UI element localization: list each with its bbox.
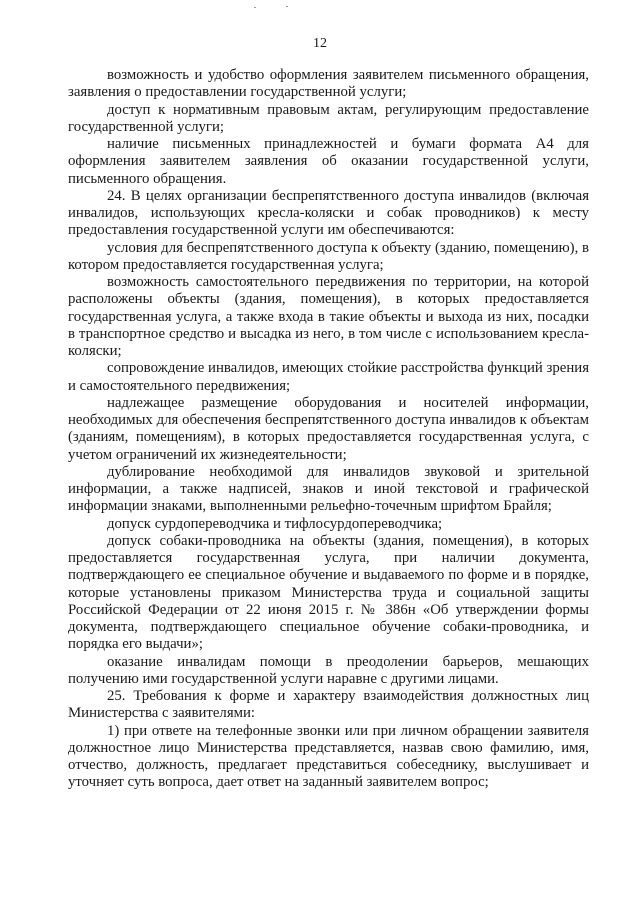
paragraph: сопровождение инвалидов, имеющих стойкие расстройства функций зрения и самостоятельного передвижения;	[68, 360, 589, 394]
paragraph: возможность самостоятельного передвижения по территории, на которой расположены объекты (здания, помещения), в которых предоставляется государственная услуга, а также входа в такие объекты и выхода из них, посадки в транспортное средство и высадка из него, в том числе с использованием кресла-коляски;	[68, 274, 589, 359]
paragraph: дублирование необходимой для инвалидов звуковой и зрительной информации, а также надписей, знаков и иной текстовой и графической информации знаками, выполненными рельефно-точечным шрифтом Брайля;	[68, 463, 589, 515]
paragraph: условия для беспрепятственного доступа к объекту (зданию, помещению), в котором предоставляется государственная услуга;	[68, 239, 589, 273]
paragraph: оказание инвалидам помощи в преодолении барьеров, мешающих получению ими государственной услуги наравне с другими лицами.	[68, 653, 589, 687]
paragraph: допуск сурдопереводчика и тифлосурдопереводчика;	[107, 515, 443, 532]
paragraph: 25. Требования к форме и характеру взаимодействия должностных лиц Министерства с заявителями:	[68, 688, 589, 722]
paragraph: возможность и удобство оформления заявителем письменного обращения, заявления о предоставлении государственной услуги;	[68, 67, 589, 101]
document-body	[68, 67, 589, 792]
scan-speck	[286, 6, 288, 7]
paragraph: 24. В целях организации беспрепятственного доступа инвалидов (включая инвалидов, использующих кресла-коляски и собак проводников) к месту предоставления государственной услуги им обеспечиваются:	[68, 187, 589, 239]
paragraph: 1) при ответе на телефонные звонки или при личном обращении заявителя должностное лицо Министерства представляется, назвав свою фамилию, имя, отчество, должность, предлагает представиться собеседнику, выслушивает и уточняет суть вопроса, дает ответ на заданный заявителем вопрос;	[68, 722, 589, 791]
paragraph: допуск собаки-проводника на объекты (здания, помещения), в которых предоставляется государственная услуга, при наличии документа, подтверждающего ее специальное обучение и выдаваемого по форме и в порядке, которые установлены приказом Министерства труда и социальной защиты Российской Федерации от 22 июня 2015 г. № 386н «Об утверждении формы документа, подтверждающего специальное обучение собаки-проводника, и порядка его выдачи»;	[68, 532, 589, 653]
scan-speck	[254, 7, 256, 8]
paragraph: наличие письменных принадлежностей и бумаги формата А4 для оформления заявителем заявления об оказании государственной услуги, письменного обращения.	[68, 136, 589, 187]
paragraph: надлежащее размещение оборудования и носителей информации, необходимых для обеспечения беспрепятственного доступа инвалидов к объектам (зданиям, помещениям), в которых предоставляется государственная услуга, с учетом ограничений их жизнедеятельности;	[68, 394, 589, 463]
paragraph: доступ к нормативным правовым актам, регулирующим предоставление государственной услуги;	[68, 101, 589, 135]
page-number: 12	[313, 36, 327, 51]
